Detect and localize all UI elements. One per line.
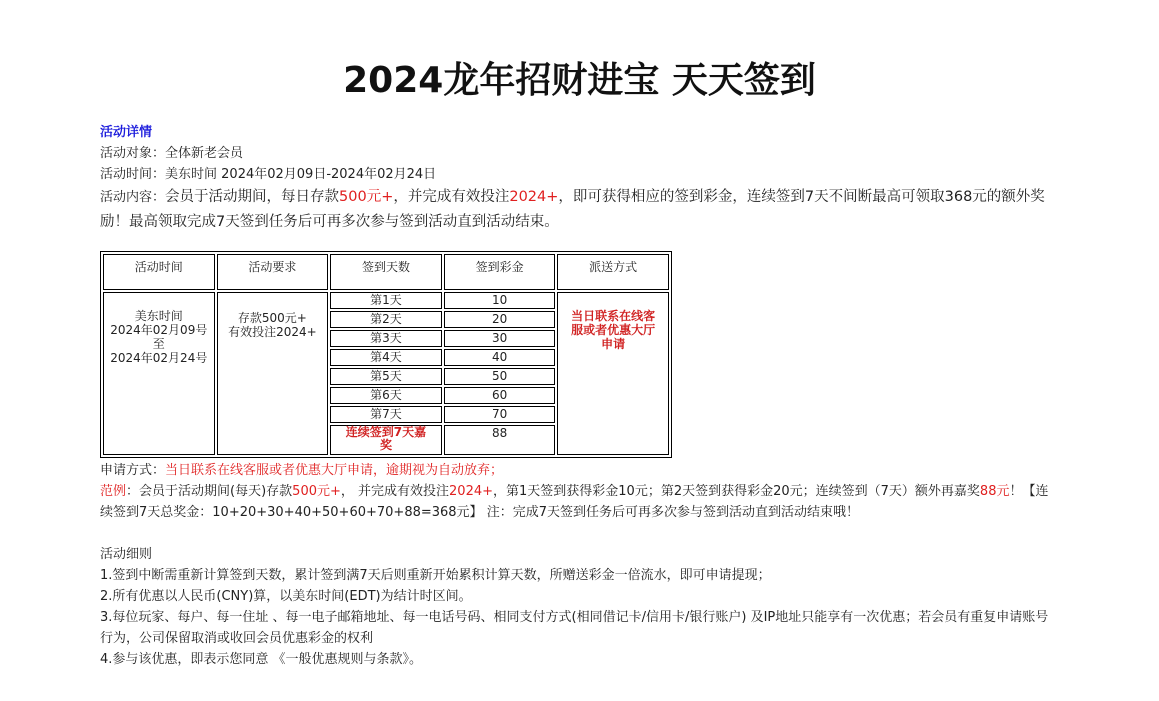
header-days: 签到天数 <box>330 254 442 290</box>
day-cell: 第7天 <box>330 406 442 423</box>
header-bonus: 签到彩金 <box>444 254 556 290</box>
table-row <box>103 292 669 309</box>
distribution-cell: 当日联系在线客服或者优惠大厅申请 <box>557 292 669 455</box>
apply-label: 申请方式： <box>100 463 166 478</box>
content-paragraph <box>100 185 1060 235</box>
header-time: 活动时间 <box>103 254 215 290</box>
time-line <box>100 164 1060 185</box>
apply-value: 当日联系在线客服或者优惠大厅申请，逾期视为自动放弃； <box>165 463 504 478</box>
example-paragraph <box>100 481 1060 523</box>
time-cell-line: 2024年02月24号 <box>110 351 208 365</box>
bonus-cell: 10 <box>444 292 556 309</box>
target-value: 全体新老会员 <box>165 146 244 161</box>
rule-item: 4.参与该优惠，即表示您同意 《一般优惠规则与条款》。 <box>100 652 423 667</box>
example-p4: ！【连续签到7天总奖金：10+20+30+40+50+60+70+88=368元】 注：完成7天签到任务后可再多次参与签到活动直到活动结束哦！ <box>100 484 1049 520</box>
example-r1: 500元+ <box>292 484 341 499</box>
header-distribution: 派送方式 <box>557 254 669 290</box>
day-cell: 第5天 <box>330 368 442 385</box>
content-part3: ，即可获得相应的签到彩金，连续签到7天不间断最高可领取368元的额外奖励！最高领取完成7天签到任务后可再多次参与签到活动直到活动结束。 <box>100 189 1045 230</box>
content-part1: 会员于活动期间，每日存款 <box>165 189 340 205</box>
day-cell: 第6天 <box>330 387 442 404</box>
rule-item: 2.所有优惠以人民币(CNY)算，以美东时间(EDT)为结计时区间。 <box>100 589 472 604</box>
requirement-line: 有效投注2024+ <box>228 325 317 339</box>
day-cell: 第2天 <box>330 311 442 328</box>
time-cell-line: 至 <box>152 337 165 351</box>
example-p3: ，第1天签到获得彩金10元；第2天签到获得彩金20元；连续签到（7天）额外再嘉奖 <box>493 484 980 499</box>
bonus-cell: 70 <box>444 406 556 423</box>
example-p2: ， 并完成有效投注 <box>340 484 450 499</box>
requirement-cell <box>217 292 329 455</box>
bonus-cell: 30 <box>444 330 556 347</box>
bonus-cell: 60 <box>444 387 556 404</box>
example-r2: 2024+ <box>449 484 494 499</box>
example-label: 范例 <box>100 484 127 499</box>
example-r3: 88元 <box>979 484 1010 499</box>
time-cell-line: 美东时间 <box>134 309 183 323</box>
day-cell: 第4天 <box>330 349 442 366</box>
extra-bonus-cell: 88 <box>444 425 556 455</box>
bonus-cell: 20 <box>444 311 556 328</box>
target-line <box>100 143 1060 164</box>
content-red1: 500元+ <box>339 189 394 205</box>
page-title: 2024龙年招财进宝 天天签到 <box>343 60 816 101</box>
requirement-line: 存款500元+ <box>237 311 307 325</box>
time-cell <box>103 292 215 455</box>
rules-heading: 活动细则 <box>100 547 153 562</box>
signin-table <box>100 251 672 458</box>
bonus-cell: 40 <box>444 349 556 366</box>
time-cell-line: 2024年02月09号 <box>110 323 208 337</box>
rules-section <box>100 544 1060 670</box>
rule-item: 3.每位玩家、每户、每一住址 、每一电子邮箱地址、每一电话号码、相同支付方式(相同借记卡/信用卡/银行账户) 及IP地址只能享有一次优惠；若会员有重复申请账号行为，公司保留取消或收回会员优惠彩金的权利 <box>100 610 1049 646</box>
header-requirement: 活动要求 <box>217 254 329 290</box>
target-label: 活动对象： <box>100 146 166 161</box>
time-label: 活动时间： <box>100 167 166 182</box>
details-heading: 活动详情 <box>100 125 153 140</box>
example-p1: ：会员于活动期间(每天)存款 <box>126 484 293 499</box>
time-value: 美东时间 2024年02月09日-2024年02月24日 <box>165 167 437 182</box>
content-label: 活动内容： <box>100 190 166 205</box>
day-cell: 第1天 <box>330 292 442 309</box>
content-red2: 2024+ <box>509 189 559 205</box>
content <box>100 122 1060 670</box>
day-cell: 第3天 <box>330 330 442 347</box>
rule-item: 1.签到中断需重新计算签到天数，累计签到满7天后则重新开始累积计算天数，所赠送彩金一倍流水，即可申请提现； <box>100 568 771 583</box>
apply-line <box>100 460 1060 481</box>
bonus-cell: 50 <box>444 368 556 385</box>
content-part2: ，并完成有效投注 <box>393 189 510 205</box>
table-header-row <box>103 254 669 290</box>
extra-day-cell: 连续签到7天嘉奖 <box>330 425 442 455</box>
